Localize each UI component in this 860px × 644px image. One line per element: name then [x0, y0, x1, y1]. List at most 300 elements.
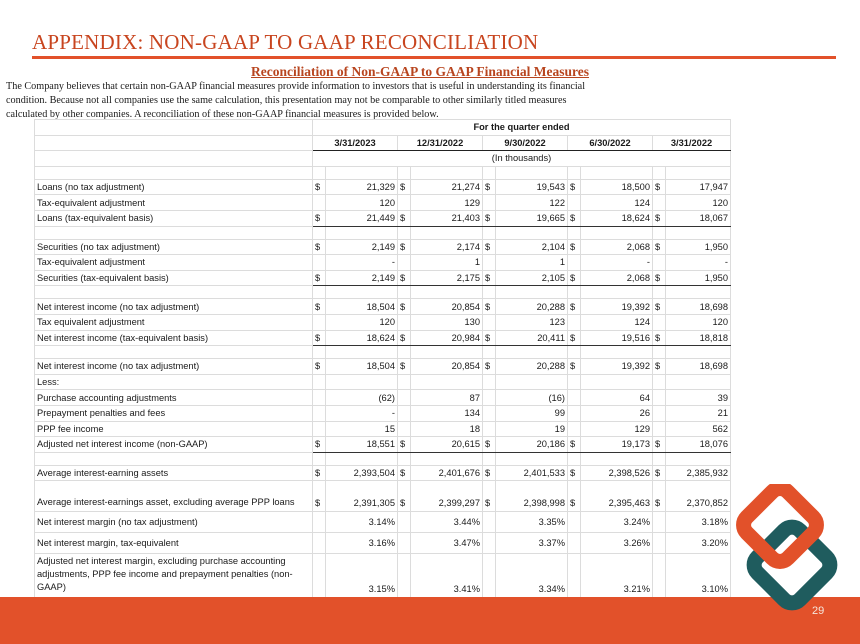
cell-value: 130	[411, 314, 483, 330]
currency-symbol	[568, 390, 581, 406]
cell-value: -	[581, 255, 653, 271]
cell-value: 3.15%	[326, 554, 398, 598]
spacer-cell	[313, 452, 326, 465]
currency-symbol: $	[568, 239, 581, 255]
cell-value: 1	[496, 255, 568, 271]
cell-value: 129	[581, 421, 653, 437]
cell-value: 3.41%	[411, 554, 483, 598]
currency-symbol: $	[483, 330, 496, 346]
units-row	[35, 151, 731, 167]
table-row	[35, 465, 731, 481]
cell-value: 2,105	[496, 270, 568, 286]
currency-symbol	[568, 314, 581, 330]
currency-symbol	[398, 405, 411, 421]
cell-value: 2,401,676	[411, 465, 483, 481]
currency-symbol	[483, 255, 496, 271]
row-label: Loans (no tax adjustment)	[35, 179, 313, 195]
currency-symbol	[653, 421, 666, 437]
spacer-cell	[653, 166, 666, 179]
spacer-cell	[496, 346, 568, 359]
currency-symbol: $	[653, 481, 666, 512]
spacer-cell	[326, 346, 398, 359]
row-label: Purchase accounting adjustments	[35, 390, 313, 406]
cell-value: 18	[411, 421, 483, 437]
cell-value: 123	[496, 314, 568, 330]
cell-value: 18,698	[666, 359, 731, 375]
cell-value: 3.18%	[666, 512, 731, 533]
currency-symbol: $	[653, 179, 666, 195]
table-row	[35, 255, 731, 271]
row-label: Net interest income (no tax adjustment)	[35, 359, 313, 375]
spacer-cell	[411, 452, 483, 465]
spacer-row	[35, 166, 731, 179]
spacer-row	[35, 346, 731, 359]
currency-symbol	[398, 255, 411, 271]
spacer-cell	[666, 452, 731, 465]
row-label: Net interest income (tax-equivalent basis)	[35, 330, 313, 346]
spacer-cell	[581, 286, 653, 299]
cell-value: 64	[581, 390, 653, 406]
spacer-cell	[653, 226, 666, 239]
spacer-cell	[35, 452, 313, 465]
table-subtitle: Reconciliation of Non-GAAP to GAAP Financial Measures	[251, 64, 589, 79]
cell-value: 2,398,998	[496, 481, 568, 512]
row-label: Less:	[35, 374, 313, 390]
cell-value: 3.37%	[496, 533, 568, 554]
cell-value: 19,665	[496, 210, 568, 226]
spacer-cell	[411, 226, 483, 239]
currency-symbol: $	[313, 299, 326, 315]
spacer-cell	[483, 166, 496, 179]
currency-symbol	[313, 405, 326, 421]
currency-symbol: $	[568, 359, 581, 375]
cell-value: 2,149	[326, 270, 398, 286]
table-row	[35, 314, 731, 330]
cell-value: 18,067	[666, 210, 731, 226]
spacer-cell	[313, 286, 326, 299]
cell-value: 18,504	[326, 299, 398, 315]
period-date: 12/31/2022	[398, 135, 483, 151]
cell-value: 124	[581, 314, 653, 330]
cell-value: (16)	[496, 390, 568, 406]
cell-value: 1,950	[666, 239, 731, 255]
spacer-cell	[483, 346, 496, 359]
spacer-row	[35, 286, 731, 299]
table-row	[35, 390, 731, 406]
currency-symbol: $	[483, 210, 496, 226]
period-date: 3/31/2023	[313, 135, 398, 151]
cell-value: -	[666, 255, 731, 271]
cell-value: 3.16%	[326, 533, 398, 554]
spacer-cell	[313, 226, 326, 239]
spacer-cell	[326, 226, 398, 239]
currency-symbol	[483, 512, 496, 533]
row-label: Tax equivalent adjustment	[35, 314, 313, 330]
currency-symbol	[398, 195, 411, 211]
cell-value: 3.20%	[666, 533, 731, 554]
cell-value	[411, 374, 483, 390]
row-label: Average interest-earning assets	[35, 465, 313, 481]
cell-value: 20,288	[496, 359, 568, 375]
cell-value	[666, 374, 731, 390]
cell-value: 18,624	[581, 210, 653, 226]
currency-symbol	[398, 314, 411, 330]
spacer-cell	[411, 286, 483, 299]
cell-value: 562	[666, 421, 731, 437]
cell-value: 2,068	[581, 270, 653, 286]
currency-symbol	[313, 314, 326, 330]
spacer-cell	[398, 286, 411, 299]
cell-value: 20,615	[411, 437, 483, 453]
currency-symbol	[568, 255, 581, 271]
row-label: Securities (no tax adjustment)	[35, 239, 313, 255]
spacer-cell	[581, 166, 653, 179]
cell-value: 18,504	[326, 359, 398, 375]
cell-value: 18,500	[581, 179, 653, 195]
cell-value: 19	[496, 421, 568, 437]
currency-symbol: $	[313, 437, 326, 453]
currency-symbol	[568, 405, 581, 421]
currency-symbol: $	[653, 210, 666, 226]
currency-symbol	[483, 390, 496, 406]
currency-symbol: $	[398, 359, 411, 375]
currency-symbol: $	[313, 465, 326, 481]
reconciliation-table	[34, 119, 731, 598]
period-date: 6/30/2022	[568, 135, 653, 151]
row-label: Tax-equivalent adjustment	[35, 195, 313, 211]
table-row	[35, 512, 731, 533]
currency-symbol	[568, 421, 581, 437]
currency-symbol	[568, 195, 581, 211]
cell-value: 120	[666, 195, 731, 211]
cell-value: 20,854	[411, 359, 483, 375]
cell-value: 3.47%	[411, 533, 483, 554]
currency-symbol: $	[568, 330, 581, 346]
cell-value: 2,175	[411, 270, 483, 286]
cell-value: 2,393,504	[326, 465, 398, 481]
spacer-cell	[313, 166, 326, 179]
currency-symbol: $	[483, 465, 496, 481]
units-label: (In thousands)	[313, 151, 731, 167]
cell-value: 2,174	[411, 239, 483, 255]
cell-value: 18,698	[666, 299, 731, 315]
cell-value: 20,984	[411, 330, 483, 346]
spacer-cell	[326, 286, 398, 299]
table-row	[35, 359, 731, 375]
row-label: Prepayment penalties and fees	[35, 405, 313, 421]
logo-teal-diamond	[750, 523, 835, 608]
cell-value: 3.14%	[326, 512, 398, 533]
spacer-cell	[398, 166, 411, 179]
currency-symbol: $	[398, 330, 411, 346]
currency-symbol: $	[653, 330, 666, 346]
spacer-row	[35, 226, 731, 239]
currency-symbol: $	[653, 359, 666, 375]
cell-value: 120	[666, 314, 731, 330]
currency-symbol	[483, 195, 496, 211]
currency-symbol	[568, 374, 581, 390]
table-row	[35, 270, 731, 286]
spacer-cell	[326, 452, 398, 465]
cell-value: 122	[496, 195, 568, 211]
cell-value: 2,395,463	[581, 481, 653, 512]
spacer-cell	[581, 346, 653, 359]
currency-symbol	[483, 533, 496, 554]
currency-symbol: $	[483, 481, 496, 512]
currency-symbol: $	[313, 330, 326, 346]
currency-symbol	[653, 255, 666, 271]
currency-symbol	[568, 533, 581, 554]
cell-value: 2,391,305	[326, 481, 398, 512]
cell-value: (62)	[326, 390, 398, 406]
spacer-cell	[496, 452, 568, 465]
currency-symbol	[483, 421, 496, 437]
currency-symbol: $	[483, 270, 496, 286]
company-logo-icon	[711, 484, 860, 634]
cell-value: 20,411	[496, 330, 568, 346]
spacer-cell	[411, 346, 483, 359]
spacer-cell	[568, 226, 581, 239]
row-label: Tax-equivalent adjustment	[35, 255, 313, 271]
currency-symbol: $	[398, 465, 411, 481]
currency-symbol: $	[313, 270, 326, 286]
period-date: 9/30/2022	[483, 135, 568, 151]
currency-symbol	[653, 374, 666, 390]
cell-value: 20,186	[496, 437, 568, 453]
currency-symbol	[653, 554, 666, 598]
spacer-cell	[326, 166, 398, 179]
currency-symbol	[568, 554, 581, 598]
spacer-cell	[496, 226, 568, 239]
currency-symbol	[483, 314, 496, 330]
currency-symbol: $	[653, 299, 666, 315]
table-row	[35, 405, 731, 421]
cell-value: 21,329	[326, 179, 398, 195]
spacer-cell	[666, 346, 731, 359]
spacer-cell	[666, 286, 731, 299]
table-row	[35, 195, 731, 211]
cell-value	[581, 374, 653, 390]
header-spacer	[35, 120, 313, 136]
currency-symbol	[653, 405, 666, 421]
currency-symbol	[653, 195, 666, 211]
currency-symbol: $	[568, 465, 581, 481]
spacer-cell	[568, 346, 581, 359]
cell-value: 1	[411, 255, 483, 271]
spacer-cell	[496, 286, 568, 299]
currency-symbol	[653, 533, 666, 554]
currency-symbol	[398, 390, 411, 406]
cell-value: 87	[411, 390, 483, 406]
currency-symbol: $	[398, 210, 411, 226]
currency-symbol: $	[313, 359, 326, 375]
cell-value: 20,854	[411, 299, 483, 315]
cell-value: 19,516	[581, 330, 653, 346]
spacer-cell	[35, 166, 313, 179]
intro-line: condition. Because not all companies use the same calculation, this presentation may not be comparable to other similarly titled measures	[6, 95, 567, 106]
currency-symbol	[313, 390, 326, 406]
currency-symbol	[398, 512, 411, 533]
currency-symbol	[483, 374, 496, 390]
cell-value: 18,624	[326, 330, 398, 346]
cell-value: -	[326, 255, 398, 271]
cell-value: 120	[326, 314, 398, 330]
currency-symbol: $	[313, 179, 326, 195]
period-header-row	[35, 120, 731, 136]
currency-symbol: $	[483, 239, 496, 255]
cell-value: 26	[581, 405, 653, 421]
spacer-cell	[398, 452, 411, 465]
intro-line: The Company believes that certain non-GAAP financial measures provide information to investors that is useful in understanding its financial	[6, 81, 586, 92]
currency-symbol: $	[568, 270, 581, 286]
period-dates-row	[35, 135, 731, 151]
currency-symbol: $	[653, 239, 666, 255]
cell-value: 19,543	[496, 179, 568, 195]
spacer-cell	[568, 166, 581, 179]
currency-symbol: $	[398, 437, 411, 453]
header-spacer	[35, 151, 313, 167]
currency-symbol: $	[483, 437, 496, 453]
currency-symbol: $	[568, 179, 581, 195]
currency-symbol: $	[398, 299, 411, 315]
currency-symbol: $	[483, 299, 496, 315]
currency-symbol: $	[483, 179, 496, 195]
spacer-cell	[35, 226, 313, 239]
table-row	[35, 179, 731, 195]
cell-value: 3.21%	[581, 554, 653, 598]
currency-symbol: $	[653, 465, 666, 481]
spacer-cell	[653, 286, 666, 299]
cell-value: 3.35%	[496, 512, 568, 533]
spacer-cell	[581, 452, 653, 465]
table-row	[35, 299, 731, 315]
row-label: Net interest income (no tax adjustment)	[35, 299, 313, 315]
currency-symbol	[313, 554, 326, 598]
table-row	[35, 554, 731, 598]
currency-symbol	[398, 421, 411, 437]
currency-symbol: $	[398, 270, 411, 286]
cell-value: 124	[581, 195, 653, 211]
period-header: For the quarter ended	[313, 120, 731, 136]
spacer-cell	[398, 226, 411, 239]
intro-paragraph	[6, 80, 746, 122]
cell-value: 18,076	[666, 437, 731, 453]
currency-symbol: $	[398, 239, 411, 255]
currency-symbol	[313, 374, 326, 390]
currency-symbol: $	[568, 210, 581, 226]
currency-symbol	[483, 405, 496, 421]
cell-value: -	[326, 405, 398, 421]
currency-symbol: $	[653, 270, 666, 286]
row-label: Average interest-earnings asset, excluding average PPP loans	[35, 481, 313, 512]
spacer-cell	[653, 452, 666, 465]
currency-symbol	[653, 512, 666, 533]
cell-value: 2,401,533	[496, 465, 568, 481]
cell-value: 1,950	[666, 270, 731, 286]
spacer-cell	[483, 286, 496, 299]
cell-value: 17,947	[666, 179, 731, 195]
cell-value	[326, 374, 398, 390]
table-row	[35, 437, 731, 453]
cell-value: 129	[411, 195, 483, 211]
spacer-cell	[568, 452, 581, 465]
cell-value: 99	[496, 405, 568, 421]
cell-value: 19,392	[581, 359, 653, 375]
table-row	[35, 533, 731, 554]
cell-value: 3.26%	[581, 533, 653, 554]
title-divider	[32, 56, 836, 59]
row-label: Securities (tax-equivalent basis)	[35, 270, 313, 286]
spacer-cell	[496, 166, 568, 179]
cell-value: 2,399,297	[411, 481, 483, 512]
cell-value: 19,392	[581, 299, 653, 315]
currency-symbol	[568, 512, 581, 533]
cell-value	[496, 374, 568, 390]
spacer-row	[35, 452, 731, 465]
cell-value: 39	[666, 390, 731, 406]
currency-symbol: $	[568, 299, 581, 315]
currency-symbol	[313, 421, 326, 437]
row-label: Net interest margin (no tax adjustment)	[35, 512, 313, 533]
table-row	[35, 239, 731, 255]
currency-symbol	[483, 554, 496, 598]
currency-symbol	[653, 390, 666, 406]
intro-line: calculated by other companies. A reconciliation of these non-GAAP financial measures is provided below.	[6, 109, 439, 120]
cell-value: 21,449	[326, 210, 398, 226]
currency-symbol	[313, 255, 326, 271]
table-row	[35, 330, 731, 346]
currency-symbol	[313, 512, 326, 533]
cell-value: 120	[326, 195, 398, 211]
currency-symbol	[398, 554, 411, 598]
spacer-cell	[35, 286, 313, 299]
row-label: Net interest margin, tax-equivalent	[35, 533, 313, 554]
spacer-cell	[653, 346, 666, 359]
cell-value: 3.24%	[581, 512, 653, 533]
spacer-cell	[398, 346, 411, 359]
spacer-cell	[568, 286, 581, 299]
currency-symbol	[398, 374, 411, 390]
currency-symbol: $	[313, 210, 326, 226]
spacer-cell	[483, 226, 496, 239]
cell-value: 2,370,852	[666, 481, 731, 512]
spacer-cell	[581, 226, 653, 239]
cell-value: 19,173	[581, 437, 653, 453]
spacer-cell	[313, 346, 326, 359]
currency-symbol: $	[398, 481, 411, 512]
table-row	[35, 374, 731, 390]
cell-value: 2,385,932	[666, 465, 731, 481]
currency-symbol: $	[653, 437, 666, 453]
cell-value: 134	[411, 405, 483, 421]
spacer-cell	[666, 166, 731, 179]
cell-value: 3.10%	[666, 554, 731, 598]
spacer-cell	[483, 452, 496, 465]
cell-value: 20,288	[496, 299, 568, 315]
currency-symbol	[313, 533, 326, 554]
cell-value: 2,104	[496, 239, 568, 255]
currency-symbol: $	[568, 437, 581, 453]
header-spacer	[35, 135, 313, 151]
cell-value: 3.34%	[496, 554, 568, 598]
period-date: 3/31/2022	[653, 135, 731, 151]
spacer-cell	[35, 346, 313, 359]
cell-value: 21,403	[411, 210, 483, 226]
row-label: Loans (tax-equivalent basis)	[35, 210, 313, 226]
table-row	[35, 481, 731, 512]
spacer-cell	[666, 226, 731, 239]
currency-symbol: $	[483, 359, 496, 375]
